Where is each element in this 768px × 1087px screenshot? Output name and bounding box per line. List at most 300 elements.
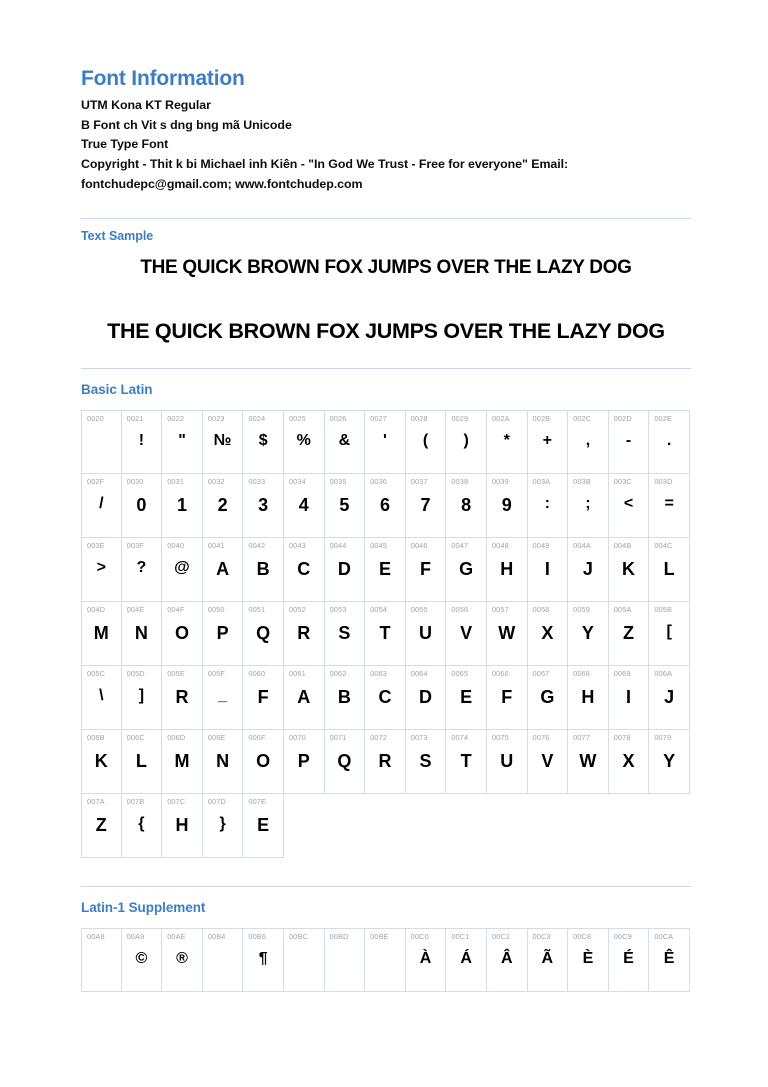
glyph-character: F bbox=[257, 686, 269, 707]
glyph-cell[interactable] bbox=[325, 666, 366, 730]
glyph-cell[interactable] bbox=[568, 538, 609, 602]
glyph-codepoint-label: 0020 bbox=[87, 413, 104, 423]
glyph-cell[interactable] bbox=[446, 602, 487, 666]
glyph-character: P bbox=[216, 622, 229, 643]
glyph-codepoint-label: 0025 bbox=[288, 413, 306, 423]
glyph-cell[interactable] bbox=[406, 928, 447, 992]
glyph-codepoint-label: 0033 bbox=[248, 476, 266, 486]
glyph-cell[interactable] bbox=[446, 730, 487, 794]
glyph-cell[interactable] bbox=[162, 602, 203, 666]
glyph-codepoint-label: 0031 bbox=[167, 476, 185, 486]
glyph-codepoint-label: 0024 bbox=[248, 413, 266, 423]
glyph-cell[interactable] bbox=[528, 538, 569, 602]
glyph-character: < bbox=[623, 494, 634, 512]
glyph-codepoint-label: 002C bbox=[573, 413, 592, 423]
glyph-cell[interactable] bbox=[609, 474, 650, 538]
glyph-table-latin1-supplement bbox=[81, 928, 691, 992]
glyph-codepoint-label: 0044 bbox=[329, 540, 347, 550]
glyph-character: © bbox=[135, 949, 148, 967]
glyph-codepoint-label: 0059 bbox=[573, 604, 590, 614]
glyph-cell[interactable] bbox=[122, 602, 163, 666]
glyph-codepoint-label: 006D bbox=[167, 732, 186, 742]
section-text-sample bbox=[81, 218, 691, 346]
glyph-codepoint-label: 0038 bbox=[451, 476, 469, 486]
glyph-cell[interactable] bbox=[122, 794, 163, 858]
glyph-cell[interactable] bbox=[365, 928, 406, 992]
glyph-cell[interactable] bbox=[446, 538, 487, 602]
glyph-cell[interactable] bbox=[649, 410, 690, 474]
glyph-cell[interactable] bbox=[406, 666, 447, 730]
glyph-character: O bbox=[256, 750, 271, 771]
text-sample-small: THE QUICK BROWN FOX JUMPS OVER THE LAZY DOG bbox=[140, 257, 632, 279]
glyph-cell[interactable] bbox=[122, 928, 163, 992]
glyph-codepoint-label: 0034 bbox=[288, 476, 306, 486]
glyph-codepoint-label: 0039 bbox=[491, 476, 509, 486]
glyph-character: G bbox=[540, 686, 555, 707]
section-title-basic-latin: Basic Latin bbox=[81, 381, 153, 397]
glyph-row bbox=[81, 730, 691, 794]
glyph-codepoint-label: 003C bbox=[613, 476, 632, 486]
glyph-codepoint-label: 006B bbox=[87, 732, 105, 742]
glyph-codepoint-label: 00A8 bbox=[87, 931, 105, 941]
glyph-cell[interactable] bbox=[528, 928, 569, 992]
glyph-character: U bbox=[500, 750, 514, 771]
glyph-codepoint-label: 0046 bbox=[410, 540, 428, 550]
glyph-codepoint-label: 00A9 bbox=[126, 931, 145, 941]
glyph-character: Q bbox=[337, 750, 352, 771]
glyph-codepoint-label: 0051 bbox=[248, 604, 266, 614]
glyph-codepoint-label: 007C bbox=[167, 796, 186, 806]
glyph-cell[interactable] bbox=[609, 602, 650, 666]
glyph-character: \ bbox=[99, 686, 104, 704]
glyph-codepoint-label: 006F bbox=[248, 732, 266, 742]
glyph-codepoint-label: 004E bbox=[126, 604, 145, 614]
glyph-codepoint-label: 0055 bbox=[410, 604, 428, 614]
glyph-cell[interactable] bbox=[446, 666, 487, 730]
glyph-cell[interactable] bbox=[243, 602, 284, 666]
glyph-character: ¶ bbox=[258, 949, 268, 967]
glyph-cell[interactable] bbox=[325, 730, 366, 794]
font-meta-description: B Font ch Vit s dng bng mã Unicode bbox=[81, 117, 292, 132]
glyph-codepoint-label: 0029 bbox=[451, 413, 469, 423]
glyph-character: 2 bbox=[217, 494, 228, 515]
glyph-cell[interactable] bbox=[528, 666, 569, 730]
glyph-cell[interactable] bbox=[487, 730, 528, 794]
page-title: Font Information bbox=[81, 67, 245, 90]
glyph-cell[interactable] bbox=[162, 730, 203, 794]
glyph-cell[interactable] bbox=[487, 928, 528, 992]
glyph-character: 4 bbox=[298, 494, 309, 515]
glyph-character: 0 bbox=[136, 494, 147, 515]
glyph-cell[interactable] bbox=[568, 666, 609, 730]
glyph-cell[interactable] bbox=[81, 538, 122, 602]
glyph-character: . bbox=[666, 431, 672, 449]
glyph-cell[interactable] bbox=[203, 602, 244, 666]
glyph-codepoint-label: 0063 bbox=[370, 668, 387, 678]
glyph-character: B bbox=[256, 558, 270, 579]
glyph-cell[interactable] bbox=[649, 602, 690, 666]
glyph-cell[interactable] bbox=[325, 474, 366, 538]
font-meta-copyright: Copyright - Thit k bi Michael inh Kiên - "In God We Trust - Free for everyone" Email: fontchudepc@gmail.com; www.fontchudep.com bbox=[81, 157, 569, 191]
glyph-character: 7 bbox=[420, 494, 431, 515]
glyph-codepoint-label: 004B bbox=[613, 540, 632, 550]
glyph-cell[interactable] bbox=[284, 474, 325, 538]
glyph-cell[interactable] bbox=[162, 928, 203, 992]
glyph-character: ] bbox=[138, 686, 145, 704]
glyph-cell[interactable] bbox=[243, 928, 284, 992]
glyph-codepoint-label: 00C0 bbox=[410, 931, 429, 941]
glyph-codepoint-label: 004C bbox=[654, 540, 673, 550]
glyph-character: Á bbox=[460, 949, 472, 967]
glyph-cell[interactable] bbox=[365, 666, 406, 730]
glyph-codepoint-label: 0071 bbox=[329, 732, 347, 742]
glyph-codepoint-label: 0075 bbox=[491, 732, 509, 742]
glyph-cell[interactable] bbox=[203, 410, 244, 474]
glyph-character: E bbox=[257, 814, 270, 835]
glyph-character: N bbox=[216, 750, 230, 771]
glyph-cell[interactable] bbox=[162, 666, 203, 730]
glyph-cell[interactable] bbox=[365, 538, 406, 602]
glyph-cell[interactable] bbox=[649, 474, 690, 538]
glyph-cell[interactable] bbox=[122, 666, 163, 730]
glyph-cell[interactable] bbox=[81, 410, 122, 474]
glyph-cell[interactable] bbox=[284, 928, 325, 992]
glyph-character: I bbox=[544, 558, 550, 579]
glyph-codepoint-label: 0032 bbox=[207, 476, 225, 486]
glyph-codepoint-label: 005B bbox=[654, 604, 672, 614]
glyph-codepoint-label: 006A bbox=[654, 668, 672, 678]
glyph-cell[interactable] bbox=[81, 730, 122, 794]
glyph-row bbox=[81, 666, 691, 730]
glyph-codepoint-label: 007B bbox=[126, 796, 145, 806]
glyph-character: S bbox=[419, 750, 432, 771]
glyph-cell[interactable] bbox=[568, 730, 609, 794]
glyph-character: L bbox=[663, 558, 675, 579]
text-sample-container bbox=[81, 243, 691, 346]
glyph-codepoint-label: 00C3 bbox=[532, 931, 551, 941]
glyph-codepoint-label: 0048 bbox=[491, 540, 509, 550]
glyph-character: U bbox=[419, 622, 433, 643]
glyph-codepoint-label: 0073 bbox=[410, 732, 428, 742]
glyph-cell[interactable] bbox=[649, 538, 690, 602]
glyph-cell[interactable] bbox=[406, 474, 447, 538]
glyph-codepoint-label: 0056 bbox=[451, 604, 469, 614]
glyph-character: R bbox=[297, 622, 311, 643]
glyph-character: X bbox=[622, 750, 635, 771]
glyph-cell[interactable] bbox=[609, 538, 650, 602]
glyph-codepoint-label: 003D bbox=[654, 476, 673, 486]
glyph-character: B bbox=[337, 686, 351, 707]
glyph-codepoint-label: 007D bbox=[207, 796, 226, 806]
glyph-row bbox=[81, 794, 691, 858]
glyph-codepoint-label: 002D bbox=[613, 413, 632, 423]
glyph-cell[interactable] bbox=[609, 730, 650, 794]
glyph-cell[interactable] bbox=[284, 730, 325, 794]
font-meta-list bbox=[81, 92, 691, 194]
glyph-character: N bbox=[134, 622, 148, 643]
glyph-codepoint-label: 007E bbox=[248, 796, 267, 806]
glyph-character: ( bbox=[422, 431, 429, 449]
glyph-codepoint-label: 006C bbox=[126, 732, 145, 742]
glyph-cell[interactable] bbox=[568, 474, 609, 538]
glyph-character: W bbox=[498, 622, 516, 643]
glyph-row bbox=[81, 538, 691, 602]
glyph-codepoint-label: 00BC bbox=[288, 931, 308, 941]
glyph-cell[interactable] bbox=[81, 474, 122, 538]
glyph-codepoint-label: 0060 bbox=[248, 668, 266, 678]
glyph-cell[interactable] bbox=[81, 602, 122, 666]
glyph-cell[interactable] bbox=[609, 410, 650, 474]
glyph-character: L bbox=[135, 750, 147, 771]
glyph-cell[interactable] bbox=[243, 474, 284, 538]
glyph-character: R bbox=[378, 750, 392, 771]
glyph-cell[interactable] bbox=[446, 410, 487, 474]
glyph-codepoint-label: 00AE bbox=[167, 931, 186, 941]
glyph-codepoint-label: 0040 bbox=[167, 540, 185, 550]
glyph-character: J bbox=[664, 686, 675, 707]
glyph-codepoint-label: 0069 bbox=[613, 668, 631, 678]
glyph-codepoint-label: 0072 bbox=[370, 732, 387, 742]
glyph-character: É bbox=[623, 949, 634, 967]
glyph-cell[interactable] bbox=[122, 538, 163, 602]
glyph-cell[interactable] bbox=[162, 410, 203, 474]
glyph-cell[interactable] bbox=[203, 666, 244, 730]
glyph-codepoint-label: 0049 bbox=[532, 540, 550, 550]
glyph-character: Y bbox=[581, 622, 594, 643]
glyph-codepoint-label: 0054 bbox=[370, 604, 387, 614]
glyph-character: C bbox=[378, 686, 392, 707]
glyph-cell[interactable] bbox=[487, 666, 528, 730]
glyph-cell[interactable] bbox=[203, 730, 244, 794]
glyph-codepoint-label: 00C9 bbox=[613, 931, 632, 941]
glyph-character: M bbox=[174, 750, 190, 771]
glyph-codepoint-label: 00CA bbox=[654, 931, 674, 941]
glyph-character: W bbox=[579, 750, 597, 771]
glyph-codepoint-label: 0061 bbox=[288, 668, 306, 678]
glyph-cell[interactable] bbox=[649, 928, 690, 992]
glyph-cell[interactable] bbox=[162, 538, 203, 602]
glyph-cell[interactable] bbox=[528, 474, 569, 538]
glyph-codepoint-label: 00B6 bbox=[248, 931, 267, 941]
glyph-character: [ bbox=[666, 622, 672, 640]
glyph-codepoint-label: 002B bbox=[532, 413, 551, 423]
glyph-cell[interactable] bbox=[203, 474, 244, 538]
glyph-cell[interactable] bbox=[365, 602, 406, 666]
glyph-cell[interactable] bbox=[203, 794, 244, 858]
glyph-character: K bbox=[94, 750, 108, 771]
glyph-character: % bbox=[296, 431, 311, 449]
glyph-character: A bbox=[216, 558, 230, 579]
glyph-row bbox=[81, 928, 691, 992]
glyph-codepoint-label: 0027 bbox=[370, 413, 387, 423]
glyph-cell[interactable] bbox=[528, 730, 569, 794]
glyph-character: : bbox=[544, 494, 550, 512]
glyph-cell[interactable] bbox=[446, 928, 487, 992]
glyph-cell[interactable] bbox=[406, 602, 447, 666]
glyph-character: À bbox=[419, 949, 432, 967]
glyph-cell[interactable] bbox=[81, 794, 122, 858]
glyph-codepoint-label: 0067 bbox=[532, 668, 550, 678]
glyph-character: Â bbox=[500, 949, 513, 967]
glyph-character: I bbox=[626, 686, 632, 707]
section-basic-latin bbox=[81, 368, 691, 858]
glyph-cell[interactable] bbox=[609, 928, 650, 992]
glyph-character: O bbox=[174, 622, 189, 643]
glyph-codepoint-label: 006E bbox=[207, 732, 226, 742]
glyph-character: Ã bbox=[541, 949, 554, 967]
glyph-cell[interactable] bbox=[162, 794, 203, 858]
glyph-codepoint-label: 003B bbox=[573, 476, 591, 486]
glyph-cell[interactable] bbox=[284, 666, 325, 730]
glyph-codepoint-label: 0030 bbox=[126, 476, 144, 486]
glyph-codepoint-label: 0053 bbox=[329, 604, 347, 614]
glyph-cell[interactable] bbox=[365, 730, 406, 794]
glyph-cell[interactable] bbox=[649, 666, 690, 730]
glyph-codepoint-label: 0023 bbox=[207, 413, 225, 423]
glyph-codepoint-label: 003A bbox=[532, 476, 551, 486]
glyph-codepoint-label: 005E bbox=[167, 668, 185, 678]
glyph-cell[interactable] bbox=[284, 602, 325, 666]
glyph-cell[interactable] bbox=[243, 794, 284, 858]
glyph-character: - bbox=[625, 431, 632, 449]
glyph-character: & bbox=[338, 431, 351, 449]
section-title-text-sample: Text Sample bbox=[81, 229, 154, 244]
glyph-cell[interactable] bbox=[568, 928, 609, 992]
glyph-character: H bbox=[500, 558, 514, 579]
glyph-cell[interactable] bbox=[81, 666, 122, 730]
glyph-character: 9 bbox=[501, 494, 512, 515]
glyph-codepoint-label: 0064 bbox=[410, 668, 428, 678]
glyph-character: 8 bbox=[461, 494, 472, 515]
glyph-cell[interactable] bbox=[325, 928, 366, 992]
glyph-character: Y bbox=[663, 750, 676, 771]
glyph-character: Q bbox=[256, 622, 271, 643]
glyph-character: V bbox=[541, 750, 554, 771]
glyph-codepoint-label: 0052 bbox=[288, 604, 306, 614]
glyph-codepoint-label: 0037 bbox=[410, 476, 428, 486]
glyph-codepoint-label: 00C1 bbox=[451, 931, 470, 941]
glyph-character: S bbox=[338, 622, 351, 643]
glyph-codepoint-label: 004D bbox=[87, 604, 106, 614]
glyph-codepoint-label: 0070 bbox=[288, 732, 306, 742]
glyph-character: H bbox=[581, 686, 595, 707]
glyph-cell[interactable] bbox=[122, 730, 163, 794]
glyph-codepoint-label: 0079 bbox=[654, 732, 672, 742]
glyph-character: { bbox=[138, 814, 145, 832]
glyph-cell[interactable] bbox=[446, 474, 487, 538]
glyph-codepoint-label: 0021 bbox=[126, 413, 144, 423]
glyph-codepoint-label: 0026 bbox=[329, 413, 347, 423]
glyph-character: @ bbox=[174, 558, 190, 576]
page-content bbox=[81, 0, 691, 992]
glyph-character: ' bbox=[383, 431, 387, 449]
section-title-latin1-supplement: Latin-1 Supplement bbox=[81, 899, 206, 915]
glyph-cell[interactable] bbox=[528, 602, 569, 666]
glyph-codepoint-label: 004A bbox=[573, 540, 591, 550]
glyph-codepoint-label: 005D bbox=[126, 668, 145, 678]
glyph-character: V bbox=[460, 622, 473, 643]
glyph-cell[interactable] bbox=[568, 410, 609, 474]
glyph-character: / bbox=[99, 494, 104, 512]
glyph-cell[interactable] bbox=[487, 538, 528, 602]
glyph-row bbox=[81, 602, 691, 666]
glyph-character: ; bbox=[585, 494, 591, 512]
glyph-character: > bbox=[96, 558, 106, 576]
glyph-cell[interactable] bbox=[406, 410, 447, 474]
glyph-character: _ bbox=[218, 686, 228, 704]
glyph-cell[interactable] bbox=[162, 474, 203, 538]
glyph-cell[interactable] bbox=[203, 538, 244, 602]
glyph-character: ® bbox=[176, 949, 188, 967]
glyph-character: Z bbox=[623, 622, 635, 643]
glyph-character: 3 bbox=[258, 494, 269, 515]
glyph-cell[interactable] bbox=[284, 538, 325, 602]
glyph-cell[interactable] bbox=[487, 474, 528, 538]
glyph-cell[interactable] bbox=[325, 538, 366, 602]
glyph-cell[interactable] bbox=[325, 410, 366, 474]
glyph-character: Z bbox=[95, 814, 107, 835]
glyph-codepoint-label: 007A bbox=[87, 796, 105, 806]
glyph-codepoint-label: 0065 bbox=[451, 668, 469, 678]
glyph-cell[interactable] bbox=[609, 666, 650, 730]
glyph-row bbox=[81, 410, 691, 474]
glyph-character: F bbox=[501, 686, 513, 707]
glyph-cell[interactable] bbox=[406, 538, 447, 602]
glyph-character: Ê bbox=[663, 949, 675, 967]
glyph-cell[interactable] bbox=[487, 410, 528, 474]
glyph-cell[interactable] bbox=[243, 538, 284, 602]
glyph-cell[interactable] bbox=[365, 474, 406, 538]
glyph-cell[interactable] bbox=[243, 666, 284, 730]
glyph-character: " bbox=[178, 431, 186, 449]
glyph-character: È bbox=[582, 949, 594, 967]
glyph-codepoint-label: 0057 bbox=[491, 604, 509, 614]
glyph-codepoint-label: 0076 bbox=[532, 732, 550, 742]
glyph-cell[interactable] bbox=[568, 602, 609, 666]
glyph-cell[interactable] bbox=[243, 730, 284, 794]
glyph-table-basic-latin bbox=[81, 410, 691, 858]
glyph-cell[interactable] bbox=[649, 730, 690, 794]
glyph-cell[interactable] bbox=[284, 410, 325, 474]
glyph-cell[interactable] bbox=[528, 410, 569, 474]
glyph-codepoint-label: 002E bbox=[654, 413, 672, 423]
glyph-character: C bbox=[297, 558, 311, 579]
glyph-codepoint-label: 0042 bbox=[248, 540, 266, 550]
glyph-cell[interactable] bbox=[81, 928, 122, 992]
glyph-character: K bbox=[622, 558, 636, 579]
glyph-codepoint-label: 002A bbox=[491, 413, 510, 423]
glyph-cell[interactable] bbox=[243, 410, 284, 474]
glyph-codepoint-label: 003F bbox=[126, 540, 144, 550]
glyph-character: * bbox=[503, 431, 510, 449]
glyph-character: H bbox=[175, 814, 189, 835]
glyph-codepoint-label: 0077 bbox=[573, 732, 590, 742]
glyph-cell[interactable] bbox=[122, 474, 163, 538]
glyph-codepoint-label: 00C2 bbox=[491, 931, 511, 941]
glyph-character: } bbox=[219, 814, 226, 832]
glyph-cell[interactable] bbox=[122, 410, 163, 474]
glyph-cell[interactable] bbox=[406, 730, 447, 794]
glyph-character: $ bbox=[258, 431, 268, 449]
glyph-codepoint-label: 0022 bbox=[167, 413, 185, 423]
glyph-character: , bbox=[585, 431, 591, 449]
glyph-codepoint-label: 0066 bbox=[491, 668, 509, 678]
glyph-cell[interactable] bbox=[325, 602, 366, 666]
glyph-cell[interactable] bbox=[487, 602, 528, 666]
glyph-cell[interactable] bbox=[365, 410, 406, 474]
glyph-codepoint-label: 00B4 bbox=[207, 931, 226, 941]
glyph-cell[interactable] bbox=[203, 928, 244, 992]
